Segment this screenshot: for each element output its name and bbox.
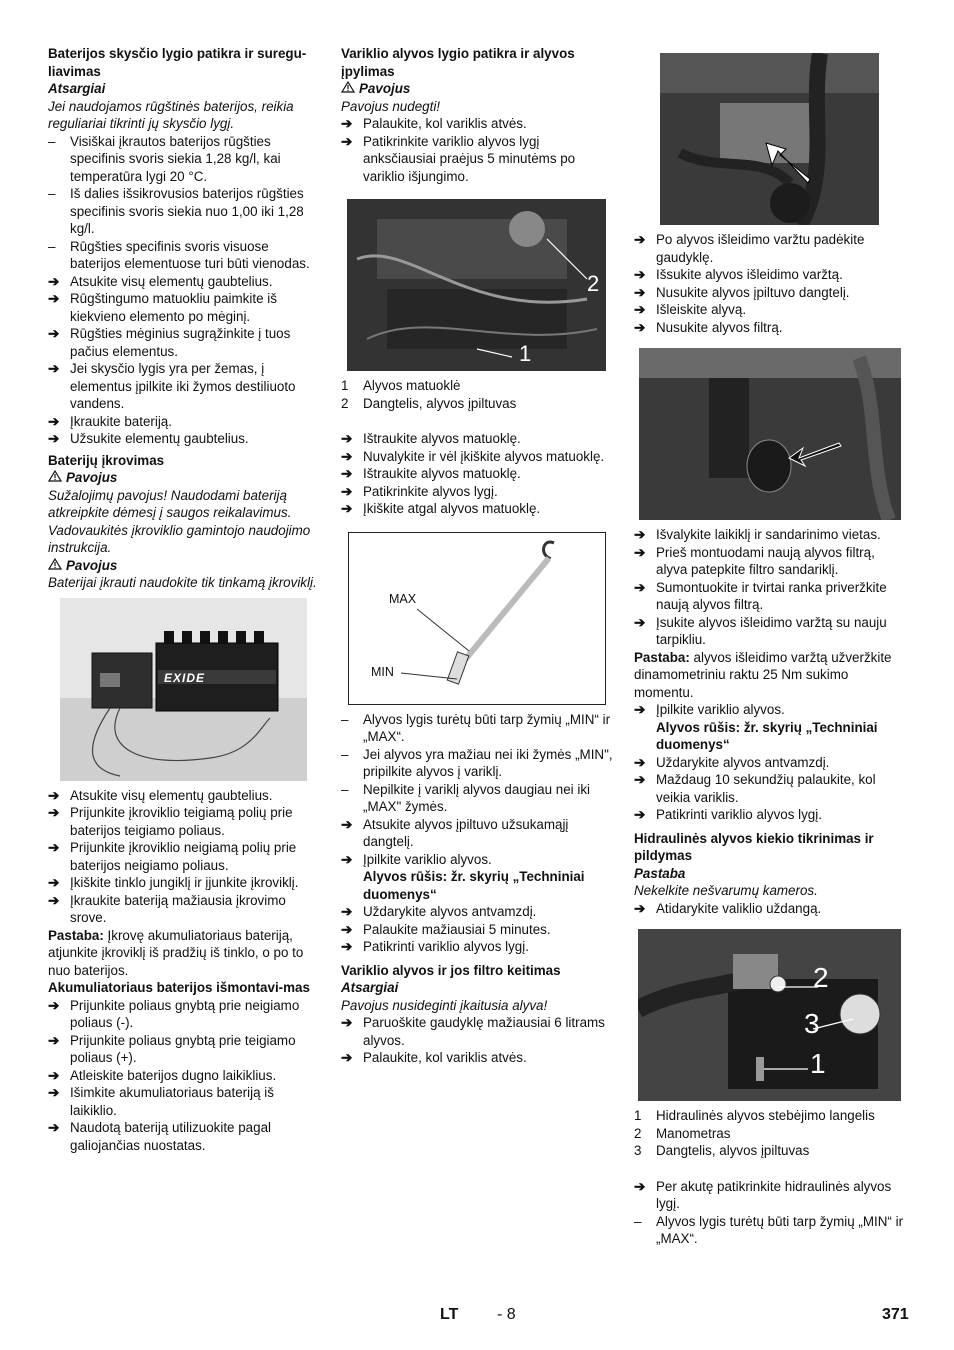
oil-type: Alyvos rūšis: žr. skyrių „Techniniai duomenys“	[656, 719, 878, 752]
step-item: ➔ Prieš montuodami naują alyvos filtrą, alyva patepkite filtro sandariklį.	[634, 544, 875, 577]
callout-2: 2	[813, 962, 829, 993]
heading-oil-check: Variklio alyvos lygio patikra ir alyvos įpylimas	[341, 46, 575, 79]
danger-text-1: Sužalojimų pavojus! Naudodami bateriją atkreipkite dėmesį į saugos reikalavimus. Vadovaukitės įkroviklio gamintojo naudojimo instrukcija.	[48, 487, 311, 555]
arrow-list	[341, 816, 613, 869]
step-item: ➔ Palaukite mažiausiai 5 minutes.	[341, 921, 551, 937]
arrow-list	[341, 1014, 613, 1067]
step-item: ➔ Prijunkite įkroviklio teigiamą polių prie baterijos teigiamo poliaus.	[48, 805, 293, 838]
arrow-icon: ➔	[341, 816, 353, 832]
step-item: ➔ Rūgštingumo matuokliu paimkite iš kiekvieno elemento po mėginį.	[48, 291, 277, 324]
arrow-icon: ➔	[634, 900, 646, 916]
step-item: ➔ Išvalykite laikiklį ir sandarinimo vietas.	[634, 527, 881, 542]
step-item: ➔ Palaukite, kol variklis atvės.	[341, 116, 527, 131]
arrow-icon: ➔	[48, 431, 60, 446]
arrow-list	[634, 754, 909, 824]
arrow-icon: ➔	[48, 875, 60, 890]
heading-charging: Baterijų įkrovimas	[48, 452, 165, 468]
step-item: ➔ Išsukite alyvos išleidimo varžtą.	[634, 267, 843, 282]
arrow-icon: ➔	[48, 1085, 60, 1100]
max-label: MAX	[389, 591, 417, 606]
danger-text-2: Baterijai įkrauti naudokite tik tinkamą įkroviklį.	[48, 575, 317, 590]
callout-2: 2	[587, 271, 600, 296]
arrow-icon: ➔	[634, 772, 646, 787]
drain-plug-photo	[660, 53, 879, 225]
step-item: ➔ Patikrinti variklio alyvos lygį.	[341, 939, 529, 954]
step-item: ➔ Atsukite visų elementų gaubtelius.	[48, 273, 273, 289]
legend-item: 2 Dangtelis, alyvos įpiltuvas	[341, 395, 517, 411]
arrow-list	[634, 526, 909, 649]
step-item: ➔ Palaukite, kol variklis atvės.	[341, 1050, 527, 1065]
step-item: ➔ Naudotą bateriją utilizuokite pagal galiojančias nuostatas.	[48, 1120, 271, 1153]
step-item: ➔ Užsukite elementų gaubtelius.	[48, 431, 249, 446]
bullet-item: – Jei alyvos yra mažiau nei iki žymės „MIN", pripilkite alyvos į variklį.	[341, 746, 613, 779]
step-item: ➔ Įsukite alyvos išleidimo varžtą su nauju tarpikliu.	[634, 614, 887, 647]
arrow-list	[634, 1178, 909, 1213]
caution-label: Atsargiai	[48, 81, 106, 96]
arrow-icon: ➔	[634, 754, 646, 770]
heading-oil-change: Variklio alyvos ir jos filtro keitimas	[341, 962, 561, 978]
step-item: ➔ Atleiskite baterijos dugno laikiklius.	[48, 1067, 277, 1083]
step-item: ➔ Įkraukite bateriją.	[48, 413, 172, 429]
arrow-list	[48, 787, 323, 927]
step-item: ➔ Paruoškite gaudyklę mažiausiai 6 litrams alyvos.	[341, 1015, 605, 1048]
step-item: ➔ Nuvalykite ir vėl įkiškite alyvos matuoklę.	[341, 448, 605, 464]
bullet-item: – Nepilkite į variklį alyvos daugiau nei iki „MAX" žymės.	[341, 781, 591, 814]
arrow-icon: ➔	[48, 892, 60, 908]
arrow-icon: ➔	[634, 319, 646, 335]
callout-1: 1	[810, 1048, 826, 1079]
arrow-list	[634, 900, 909, 918]
callout-3: 3	[804, 1008, 820, 1039]
footer-page-number: 371	[882, 1306, 909, 1323]
legend	[634, 1107, 909, 1160]
legend	[341, 377, 613, 412]
arrow-icon: ➔	[634, 614, 646, 630]
danger-label-1: Pavojus	[48, 469, 323, 487]
arrow-icon: ➔	[634, 232, 646, 247]
danger-label: Pavojus	[341, 80, 613, 98]
arrow-icon: ➔	[634, 267, 646, 282]
step-item: ➔ Prijunkite įkroviklio neigiamą polių prie baterijos neigiamo poliaus.	[48, 840, 297, 873]
step-item: ➔ Uždarykite alyvos antvamzdį.	[634, 754, 830, 770]
dash-list	[48, 133, 323, 273]
footer-language: LT	[440, 1306, 459, 1323]
arrow-list	[48, 997, 323, 1155]
bullet-item: – Visiškai įkrautos baterijos rūgšties specifinis svoris siekia 1,28 kg/l, kai temperatūra lygi 20 °C.	[48, 133, 281, 184]
arrow-icon: ➔	[48, 1032, 60, 1048]
step-item: ➔ Nusukite alyvos įpiltuvo dangtelį.	[634, 284, 850, 300]
arrow-icon: ➔	[48, 1067, 60, 1083]
callout-1: 1	[519, 341, 532, 366]
bullet-item: – Alyvos lygis turėtų būti tarp žymių „MIN“ ir „MAX“.	[341, 711, 611, 744]
arrow-icon: ➔	[634, 527, 646, 542]
step-item: ➔ Įkiškite tinklo jungiklį ir įjunkite įkroviklį.	[48, 875, 299, 890]
step-item: ➔ Atidarykite valiklio uždangą.	[634, 900, 822, 916]
arrow-icon: ➔	[48, 273, 60, 289]
arrow-icon: ➔	[634, 284, 646, 300]
legend-item: 1 Alyvos matuoklė	[341, 378, 461, 393]
engine-photo	[347, 199, 606, 371]
heading-hydraulic: Hidraulinės alyvos kiekio tikrinimas ir pildymas	[634, 830, 874, 863]
oil-type: Alyvos rūšis: žr. skyrių „Techniniai duomenys“	[363, 869, 585, 902]
footer-local-page: - 8	[497, 1306, 516, 1323]
column-1	[48, 45, 323, 1154]
column-3	[634, 45, 909, 1248]
arrow-icon: ➔	[341, 1050, 353, 1065]
step-item: ➔ Patikrinkite variklio alyvos lygį anksčiausiai praėjus 5 minutėms po variklio išjungimo.	[341, 133, 576, 184]
step-item: ➔ Ištraukite alyvos matuoklę.	[341, 466, 521, 481]
arrow-icon: ➔	[48, 413, 60, 429]
step-item: ➔ Sumontuokite ir tvirtai ranka priveržkite naują alyvos filtrą.	[634, 579, 887, 612]
arrow-icon: ➔	[341, 1015, 353, 1030]
danger-label-2: Pavojus	[48, 557, 323, 575]
note-label: Pastaba	[634, 865, 686, 881]
caution-label: Atsargiai	[341, 980, 399, 995]
dash-list	[341, 711, 613, 816]
arrow-list	[341, 430, 613, 518]
dash-icon: –	[634, 1213, 642, 1229]
arrow-icon: ➔	[634, 579, 646, 595]
arrow-icon: ➔	[341, 851, 353, 867]
arrow-icon: ➔	[341, 904, 353, 919]
dash-icon: –	[48, 186, 56, 201]
bullet-item: – Iš dalies išsikrovusios baterijos rūgšties specifinis svoris siekia nuo 1,00 iki 1,28 kg/l.	[48, 186, 304, 236]
arrow-icon: ➔	[341, 448, 353, 464]
step-item: ➔ Įpilkite variklio alyvos.	[341, 851, 492, 867]
warning-triangle-icon	[48, 469, 62, 487]
step-item: ➔ Uždarykite alyvos antvamzdį.	[341, 904, 537, 919]
dash-icon: –	[341, 746, 349, 762]
min-label: MIN	[371, 664, 394, 679]
oil-filter-photo	[639, 348, 901, 520]
step-item: ➔ Prijunkite poliaus gnybtą prie neigiamo poliaus (-).	[48, 997, 300, 1030]
heading-battery-check: Baterijos skysčio lygio patikra ir suregu-liavimas	[48, 46, 307, 79]
arrow-list	[341, 903, 613, 956]
bullet-item: – Alyvos lygis turėtų būti tarp žymių „MIN“ ir „MAX“.	[634, 1213, 904, 1246]
arrow-icon: ➔	[48, 326, 60, 341]
dash-icon: –	[341, 711, 349, 727]
bullet-item: – Rūgšties specifinis svoris visuose baterijos elementuose turi būti vienodas.	[48, 238, 310, 271]
arrow-icon: ➔	[48, 361, 60, 376]
arrow-icon: ➔	[634, 702, 646, 717]
step-item: ➔ Po alyvos išleidimo varžtu padėkite gaudyklę.	[634, 232, 865, 265]
arrow-icon: ➔	[634, 544, 646, 560]
step-item: ➔ Atsukite visų elementų gaubtelius.	[48, 787, 273, 803]
step-item: ➔ Patikrinti variklio alyvos lygį.	[634, 807, 822, 822]
step-item: ➔ Ištraukite alyvos matuoklę.	[341, 431, 521, 446]
step-item: ➔ Maždaug 10 sekundžių palaukite, kol veikia variklis.	[634, 772, 876, 805]
step-item: ➔ Prijunkite poliaus gnybtą prie teigiamo poliaus (+).	[48, 1032, 296, 1065]
step-item: ➔ Patikrinkite alyvos lygį.	[341, 483, 498, 499]
step-item: ➔ Per akutę patikrinkite hidraulinės alyvos lygį.	[634, 1178, 892, 1211]
arrow-icon: ➔	[634, 1178, 646, 1194]
step-item: ➔ Įpilkite variklio alyvos.	[634, 702, 785, 717]
arrow-icon: ➔	[634, 302, 646, 317]
arrow-icon: ➔	[48, 805, 60, 820]
caution-text: Pavojus nusideginti įkaitusia alyva!	[341, 997, 548, 1013]
step-item: ➔ Įkiškite atgal alyvos matuoklę.	[341, 501, 541, 516]
step-item: ➔ Atsukite alyvos įpiltuvo užsukamąjį dangtelį.	[341, 816, 569, 849]
hydraulic-tank-photo	[638, 929, 901, 1101]
step-item: ➔ Jei skysčio lygis yra per žemas, į elementus įpilkite iki žymos destiliuoto vandens.	[48, 361, 296, 411]
arrow-icon: ➔	[341, 466, 353, 481]
arrow-icon: ➔	[341, 921, 353, 937]
dash-icon: –	[48, 238, 56, 254]
step-item: ➔ Įkraukite bateriją mažiausia įkrovimo srove.	[48, 892, 286, 925]
arrow-icon: ➔	[48, 291, 60, 306]
arrow-icon: ➔	[341, 483, 353, 499]
danger-text: Pavojus nudegti!	[341, 98, 441, 114]
arrow-icon: ➔	[48, 840, 60, 855]
arrow-icon: ➔	[48, 787, 60, 803]
arrow-list	[634, 231, 909, 336]
arrow-icon: ➔	[48, 997, 60, 1013]
step-item: ➔ Išleiskite alyvą.	[634, 302, 747, 317]
arrow-icon: ➔	[48, 1120, 60, 1135]
step-item: ➔ Nusukite alyvos filtrą.	[634, 319, 783, 335]
arrow-icon: ➔	[341, 501, 353, 516]
step-item: ➔ Išimkite akumuliatoriaus bateriją iš laikiklio.	[48, 1085, 274, 1118]
column-2	[341, 45, 613, 1067]
arrow-icon: ➔	[341, 939, 353, 954]
arrow-icon: ➔	[341, 116, 353, 131]
page-footer	[0, 1306, 954, 1330]
arrow-icon: ➔	[634, 807, 646, 822]
note: Pastaba: Įkrovę akumuliatoriaus bateriją, atjunkite įkroviklį iš pradžių iš tinklo, o po to nuo baterijos.	[48, 927, 304, 978]
arrow-list	[634, 701, 909, 719]
caution-text: Jei naudojamos rūgštinės baterijos, reikia reguliariai tikrinti jų skysčio lygį.	[48, 98, 294, 131]
arrow-list	[341, 115, 613, 185]
dash-list	[634, 1213, 909, 1248]
legend-item: 3 Dangtelis, alyvos įpiltuvas	[634, 1143, 810, 1158]
dash-icon: –	[48, 133, 56, 149]
warning-triangle-icon	[48, 557, 62, 575]
battery-charger-photo	[60, 598, 307, 781]
note-text: Nekelkite nešvarumų kameros.	[634, 883, 818, 898]
dipstick-diagram	[348, 532, 606, 705]
dash-icon: –	[341, 781, 349, 797]
arrow-icon: ➔	[341, 133, 353, 149]
heading-removal: Akumuliatoriaus baterijos išmontavi-mas	[48, 980, 310, 995]
warning-triangle-icon	[341, 80, 355, 98]
legend-item: 1 Hidraulinės alyvos stebėjimo langelis	[634, 1108, 875, 1123]
legend-item: 2 Manometras	[634, 1125, 731, 1141]
battery-brand-label: EXIDE	[164, 670, 206, 685]
step-item: ➔ Rūgšties mėginius sugrąžinkite į tuos pačius elementus.	[48, 326, 291, 359]
arrow-list	[48, 273, 323, 448]
arrow-icon: ➔	[341, 431, 353, 446]
note: Pastaba: alyvos išleidimo varžtą užveržkite dinamometriniu raktu 25 Nm sukimo momentu.	[634, 649, 892, 700]
